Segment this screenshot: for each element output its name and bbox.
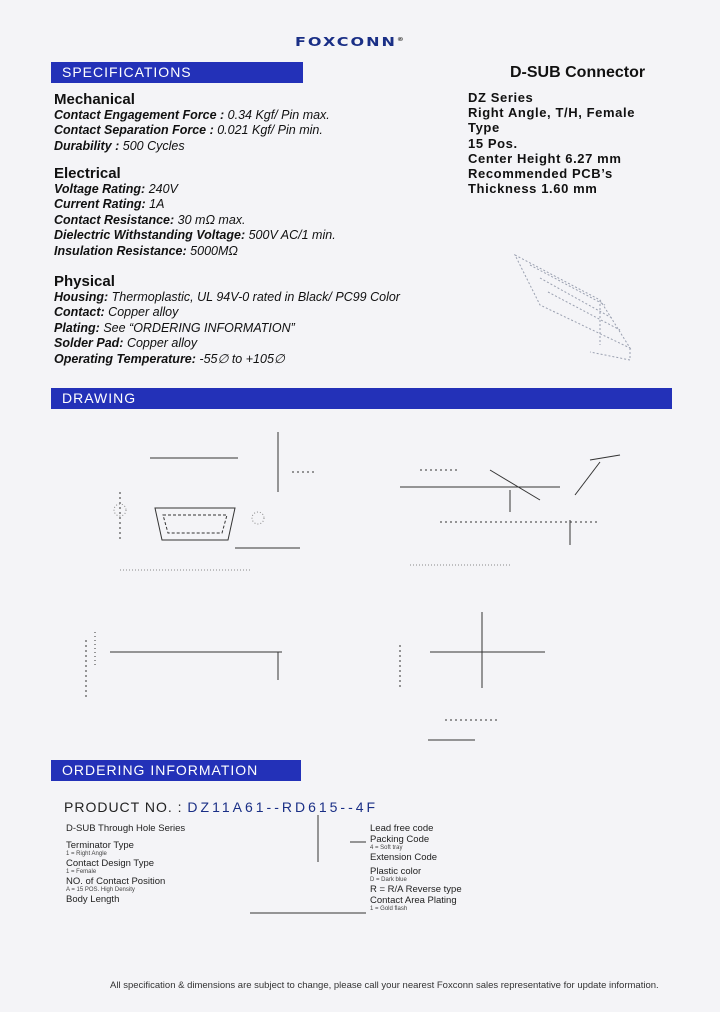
registered-mark: ® [396,36,404,43]
ordering-title: ORDERING INFORMATION [62,762,259,778]
order-label: Lead free code [370,823,434,834]
spec-line: Contact: Copper alloy [54,305,179,320]
summary-line: 15 Pos. [468,135,518,151]
mechanical-heading: Mechanical [54,91,135,108]
spec-line: Contact Engagement Force : 0.34 Kgf/ Pin max. [54,108,330,122]
spec-line: Durability : 500 Cycles [54,138,185,153]
physical-heading: Physical [54,273,115,290]
order-sublabel: D = Dark blue [370,877,407,883]
summary-line: Thickness 1.60 mm [468,181,598,197]
electrical-heading: Electrical [54,165,121,182]
footer-note: All specification & dimensions are subject to change, please call your nearest Foxconn sales representative for update information. [110,980,659,991]
order-sublabel: 1 = Gold flash [370,906,408,912]
spec-line: Contact Separation Force : 0.021 Kgf/ Pin min. [54,123,323,138]
spec-line: Plating: See “ORDERING INFORMATION” [54,320,295,335]
order-sublabel: 1 = Female [66,869,97,875]
spec-line: Contact Resistance: 30 mΩ max. [54,212,246,227]
order-label: D-SUB Through Hole Series [66,823,186,834]
order-label: Contact Design Type [66,858,155,869]
spec-line: Solder Pad: Copper alloy [54,336,198,351]
order-label: R = R/A Reverse type [370,884,462,895]
brand-name: FOXCONN [295,34,397,50]
order-label: Terminator Type [66,840,134,851]
spec-line: Housing: Thermoplastic, UL 94V-0 rated in Black/ PC99 Color [54,290,400,304]
order-label: Contact Area Plating [370,895,457,906]
order-label: Packing Code [370,834,430,845]
summary-line: Recommended PCB’s [468,166,613,182]
product-number-label: PRODUCT NO. : [64,799,183,815]
summary-line: Type [468,120,500,136]
spec-line: Voltage Rating: 240V [54,182,178,196]
spec-line: Current Rating: 1A [54,197,165,212]
product-code: DZ11A61--RD615--4F [187,799,379,815]
order-sublabel: 4 = Soft tray [370,845,403,851]
summary-line: DZ Series [468,90,534,105]
order-sublabel: A = 15 POS. High Density [66,887,135,893]
summary-line: Right Angle, T/H, Female [468,105,636,121]
spec-line: Insulation Resistance: 5000MΩ [54,243,238,258]
product-title: D-SUB Connector [510,64,646,81]
specifications-title: SPECIFICATIONS [62,64,192,80]
order-label: Body Length [66,894,120,905]
order-label: Plastic color [370,866,422,877]
order-label: NO. of Contact Position [66,876,166,887]
spec-line: Dielectric Withstanding Voltage: 500V AC/1 min. [54,228,336,243]
drawing-title: DRAWING [62,390,137,406]
spec-line: Operating Temperature: -55∅ to +105∅ [54,351,285,366]
summary-line: Center Height 6.27 mm [468,150,622,166]
order-label: Extension Code [370,852,438,863]
order-sublabel: 1 = Right Angle [66,851,107,857]
